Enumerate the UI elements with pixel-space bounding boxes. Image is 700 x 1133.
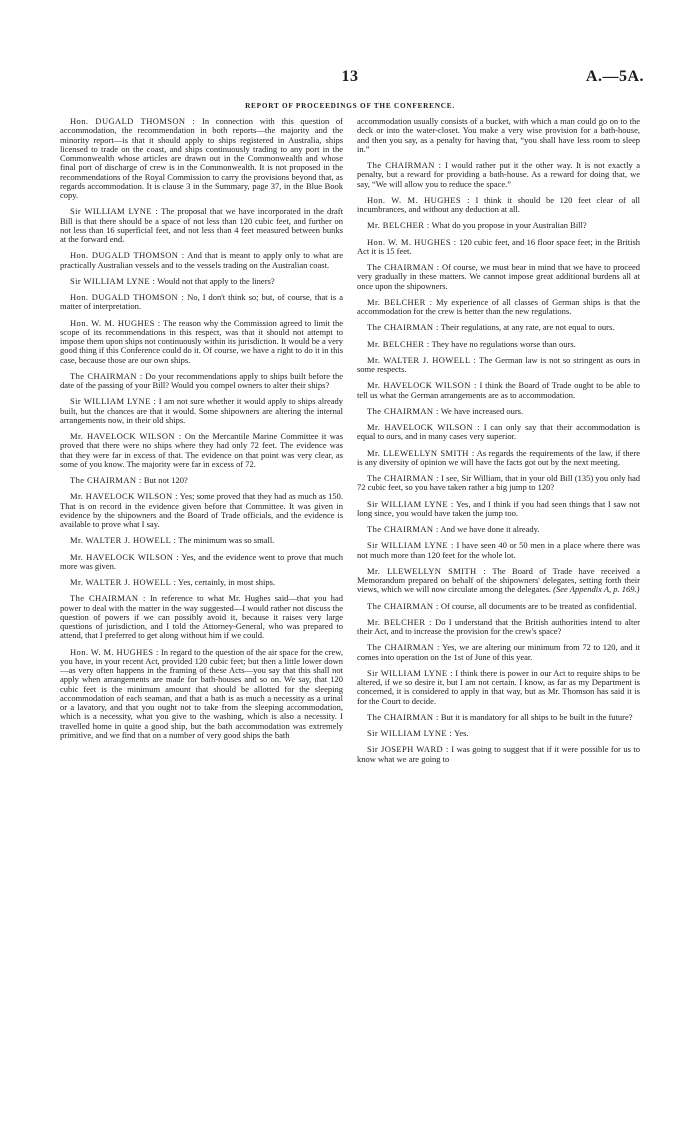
speaker-name: The CHAIRMAN :	[70, 370, 143, 381]
speech-text: Yes, and the evidence went to prove that much more was given.	[60, 551, 343, 571]
speech-paragraph	[357, 117, 640, 154]
speech-paragraph	[357, 618, 640, 637]
speech-text: Do your recommendations apply to ships built before the date of the passing of your Bill? Would you compel owners to alter their ships?	[60, 370, 343, 390]
speech-paragraph	[60, 648, 343, 741]
page-number: 13	[341, 68, 359, 85]
speech-text: Of course, all documents are to be treated as confidential.	[440, 600, 637, 611]
speech-text: Would not that apply to the liners?	[157, 275, 275, 286]
speaker-name: Hon. DUGALD THOMSON :	[70, 292, 185, 302]
speaker-name: The CHAIRMAN :	[367, 600, 439, 611]
speech-text: But it is mandatory for all ships to be built in the future?	[440, 711, 633, 722]
speaker-name: Mr. WALTER J. HOWELL :	[367, 354, 477, 365]
speech-text: I have seen 40 or 50 men in a place where there was not much more than 120 feet for the whole lot.	[357, 540, 640, 560]
speaker-name: Mr. HAVELOCK WILSON :	[70, 431, 182, 441]
speech-paragraph	[357, 238, 640, 257]
speech-text: Yes, and I think if you had seen things that I saw not long since, you would have taken the jump too.	[357, 498, 640, 518]
speech-paragraph	[357, 602, 640, 611]
speech-reference: (See Appendix A, p. 169.)	[553, 584, 640, 595]
speech-text: Yes; some proved that they had as much as 150. That is on record in the evidence given before that Committee. It was given in evidence by the shipowners and the Board of Trade officials, and the evidence is available to prove what I say.	[60, 491, 343, 529]
speaker-name: Mr. BELCHER :	[367, 296, 433, 307]
speaker-name: Mr. LLEWELLYN SMITH :	[367, 447, 475, 458]
speaker-name: The CHAIRMAN :	[367, 262, 440, 272]
speech-text: Yes.	[454, 728, 469, 738]
speaker-name: Sir WILLIAM LYNE :	[367, 728, 453, 738]
speech-paragraph	[357, 541, 640, 560]
speech-paragraph	[60, 553, 343, 572]
speech-text: Their regulations, at any rate, are not equal to ours.	[440, 322, 615, 333]
speech-text: accommodation usually consists of a bucket, with which a man could go on to the deck or into the water-closet. You make a very wise provision for a bath-house, and then you say, as a penalty for having that, “you shall have less room to sleep in.”	[357, 117, 640, 154]
speech-paragraph	[357, 567, 640, 595]
speech-paragraph	[60, 397, 343, 425]
speaker-name: Mr. BELCHER :	[367, 220, 430, 231]
speech-text: I am not sure whether it would apply to ships already built, but the chances are that it would. Some shipowners are altering the internal arrangements now, in their old ships.	[60, 396, 343, 425]
speech-paragraph	[357, 525, 640, 534]
speaker-name: The CHAIRMAN :	[367, 160, 442, 170]
speaker-name: Mr. HAVELOCK WILSON :	[70, 551, 179, 562]
speech-text: I can only say that their accommodation is equal to ours, and in many cases very superior.	[357, 422, 640, 442]
speech-paragraph	[357, 161, 640, 189]
speech-paragraph	[60, 536, 343, 545]
speech-paragraph	[357, 298, 640, 317]
speaker-name: The CHAIRMAN :	[70, 475, 142, 485]
speech-text: In connection with this question of accommodation, the recommendation in both reports—the majority and the minority report—is that it should apply to ships registered in Australia, ships licensed to trade on the coast, and ships continuously trading to any port in the Commonwealth whose articles are drawn out in the Commonwealth and whose final port of discharge of crew is in the Commonwealth. It is not proposed in the recommendations of the Royal Commission to carry the provisions beyond that, as regards accommodation. It is clause 3 in the Summary, page 37, in the Blue Book copy.	[60, 117, 343, 200]
speech-text: The reason why the Commission agreed to limit the scope of its recommendations in this respect, was that it should not attempt to impose them upon ships not continuously within its jurisdiction. It would be a very good thing if this Conference could do it. Of course, we have a right to do it in this case, because those are our own ships.	[60, 317, 343, 365]
speaker-name: Mr. HAVELOCK WILSON :	[70, 491, 178, 502]
speaker-name: Hon. W. M. HUGHES :	[70, 317, 161, 328]
speech-text: As regards the requirements of the law, if there is any diversity of opinion we will have the facts got out by the next meeting.	[357, 447, 640, 467]
speech-paragraph	[60, 117, 343, 200]
speech-paragraph	[357, 263, 640, 291]
speech-text: On the Mercantile Marine Committee it was proved that there were no ships where they had only 72 feet. The evidence was that they were far in excess of that. The evidence on that point was very clear, as some of you know. The majority were far in excess of 72.	[60, 431, 343, 469]
speech-text: And that is meant to apply only to what are practically Australian vessels and to the vessels trading on the Australian coast.	[60, 250, 343, 270]
speech-paragraph	[357, 356, 640, 375]
speech-text: I was going to suggest that if it were possible for us to know what we are going to	[357, 744, 640, 764]
speech-text: Of course, we must bear in mind that we have to proceed very gradually in these matters. We cannot impose great additional burdens all at once upon the shipowners.	[357, 262, 640, 291]
speech-paragraph	[60, 372, 343, 391]
speech-paragraph	[357, 196, 640, 215]
speech-paragraph	[60, 251, 343, 270]
speech-paragraph	[357, 643, 640, 662]
speaker-name: Sir WILLIAM LYNE :	[367, 498, 454, 509]
speaker-name: Mr. HAVELOCK WILSON :	[367, 380, 477, 391]
speech-paragraph	[357, 323, 640, 332]
speech-text: But not 120?	[143, 475, 188, 485]
document-reference: A.—5A.	[585, 68, 644, 85]
speaker-name: Mr. BELCHER :	[367, 338, 430, 349]
speech-paragraph	[60, 277, 343, 286]
speaker-name: The CHAIRMAN :	[70, 593, 146, 604]
speech-text: I would rather put it the other way. It is not exactly a penalty, but a reward for providing a bath-house. As a reward for doing that, we say, “We will allow you to reduce the space.”	[357, 160, 640, 189]
speech-paragraph	[357, 713, 640, 722]
speech-paragraph	[60, 492, 343, 529]
speaker-name: Mr. WALTER J. HOWELL :	[70, 535, 177, 546]
speaker-name: The CHAIRMAN :	[367, 642, 440, 653]
speaker-name: Hon. DUGALD THOMSON :	[70, 117, 196, 126]
speaker-name: The CHAIRMAN :	[367, 473, 439, 483]
speaker-name: Sir WILLIAM LYNE :	[367, 667, 453, 678]
speech-paragraph	[357, 745, 640, 764]
speech-text: Yes, certainly, in most ships.	[178, 577, 276, 587]
speech-text: What do you propose in your Australian Bill?	[431, 220, 587, 231]
speaker-name: Hon. DUGALD THOMSON :	[70, 250, 185, 261]
speech-paragraph	[60, 594, 343, 640]
speech-paragraph	[357, 407, 640, 416]
speech-text: The Board of Trade have received a Memorandum prepared on behalf of the shipowners' delegates, setting forth their views, which we will now circulate among the delegates.	[357, 565, 640, 595]
speech-paragraph	[357, 729, 640, 738]
speaker-name: Mr. LLEWELLYN SMITH :	[367, 565, 487, 576]
speaker-name: Sir WILLIAM LYNE :	[70, 206, 159, 217]
speech-text: 120 cubic feet, and 16 floor space feet; in the British Act it is 15 feet.	[357, 236, 640, 256]
speech-text: And we have done it already.	[440, 524, 540, 534]
speaker-name: Sir WILLIAM LYNE :	[367, 540, 454, 551]
speaker-name: Mr. BELCHER :	[367, 616, 432, 627]
speaker-name: The CHAIRMAN :	[367, 405, 439, 416]
speaker-name: Sir WILLIAM LYNE :	[70, 396, 157, 407]
speech-text: The German law is not so stringent as ours in some respects.	[357, 354, 640, 374]
speech-text: The minimum was so small.	[178, 535, 275, 546]
speaker-name: The CHAIRMAN :	[367, 711, 439, 722]
speech-text: My experience of all classes of German ships is that the accommodation for the crew is better than the new regulations.	[357, 296, 640, 316]
speaker-name: Mr. WALTER J. HOWELL :	[70, 577, 177, 587]
speech-paragraph	[60, 319, 343, 365]
speaker-name: Hon. W. M. HUGHES :	[367, 236, 457, 247]
speech-paragraph	[60, 578, 343, 587]
speech-paragraph	[60, 293, 343, 312]
speech-text: I see, Sir William, that in your old Bill (135) you only had 72 cubic feet, so you have taken rather a big jump to 120?	[357, 473, 640, 493]
speech-paragraph	[357, 449, 640, 468]
speech-paragraph	[357, 423, 640, 442]
speech-text: I think the Board of Trade ought to be able to tell us what the German arrangements are as to accommodation.	[357, 380, 640, 400]
speech-paragraph	[60, 432, 343, 469]
speech-text: I think it should be 120 feet clear of all incumbrances, and without any deduction at all.	[357, 194, 640, 214]
speech-paragraph	[357, 669, 640, 706]
speaker-name: The CHAIRMAN :	[367, 524, 439, 534]
speech-paragraph	[357, 340, 640, 349]
right-column	[357, 117, 640, 1117]
speech-paragraph	[60, 476, 343, 485]
speech-text: In reference to what Mr. Hughes said—that you had power to deal with the matter in the way suggested—I would rather not discuss the question of powers if we can possibly avoid it, because it raises very large questions of jurisdiction, and I told the Attorney-General, who was prepared to attend, that I preferred to get along without him if we could.	[60, 593, 343, 641]
speaker-name: Sir WILLIAM LYNE :	[70, 275, 156, 286]
speech-text: In regard to the question of the air space for the crew, you have, in your recent Act, provided 120 cubic feet; but then a little lower down—as very often happens in the framing of these Acts—you say that this shall not apply when arrangements are made for bath-houses and so on. We say, that 120 cubic feet is the minimum amount that should be allotted for the sleeping accommodation of each seaman, and that a bath is as much a necessity as a urinal or a lavatory, and that you ought not to take from the sleeping accommodation, which is a necessity, what you give to the washing, which is also a necessity. I travelled home in quite a good ship, but the bath accommodation was extremely primitive, and we find that on a number of very good ships the bath	[60, 646, 343, 740]
left-column	[60, 117, 343, 1117]
speech-text: I think there is power in our Act to require ships to be altered, if we so desire it, but I am not certain. I know, as far as my Department is concerned, it is considered to apply in that way, but as Mr. Thomson has said it is for the Court to decide.	[357, 667, 640, 706]
speech-text: No, I don't think so; but, of course, that is a matter of interpretation.	[60, 292, 343, 312]
speech-text: We have increased ours.	[440, 405, 524, 416]
speech-text: Do I understand that the British authorities intend to alter their Act, and to increase the provision for the crew's space?	[357, 616, 640, 636]
speaker-name: Sir JOSEPH WARD :	[367, 744, 449, 755]
speaker-name: Mr. HAVELOCK WILSON :	[367, 422, 480, 432]
speech-text: They have no regulations worse than ours.	[431, 338, 576, 349]
speech-paragraph	[357, 474, 640, 493]
speaker-name: Hon. W. M. HUGHES :	[70, 646, 159, 657]
speaker-name: Hon. W. M. HUGHES :	[367, 194, 470, 205]
speech-paragraph	[60, 207, 343, 244]
running-title: REPORT OF PROCEEDINGS OF THE CONFERENCE.	[245, 102, 455, 110]
speech-paragraph	[357, 381, 640, 400]
speech-text: The proposal that we have incorporated in the draft Bill is that there should be a space of not less than 120 cubic feet, and further on not less than 16 superficial feet, and not less than 4 feet measured between bunks at the forward end.	[60, 206, 343, 244]
speech-paragraph	[357, 221, 640, 230]
speaker-name: The CHAIRMAN :	[367, 322, 439, 333]
speech-text: Yes, we are altering our minimum from 72 to 120, and it comes into operation on the 1st of June of this year.	[357, 642, 640, 662]
speech-paragraph	[357, 500, 640, 519]
